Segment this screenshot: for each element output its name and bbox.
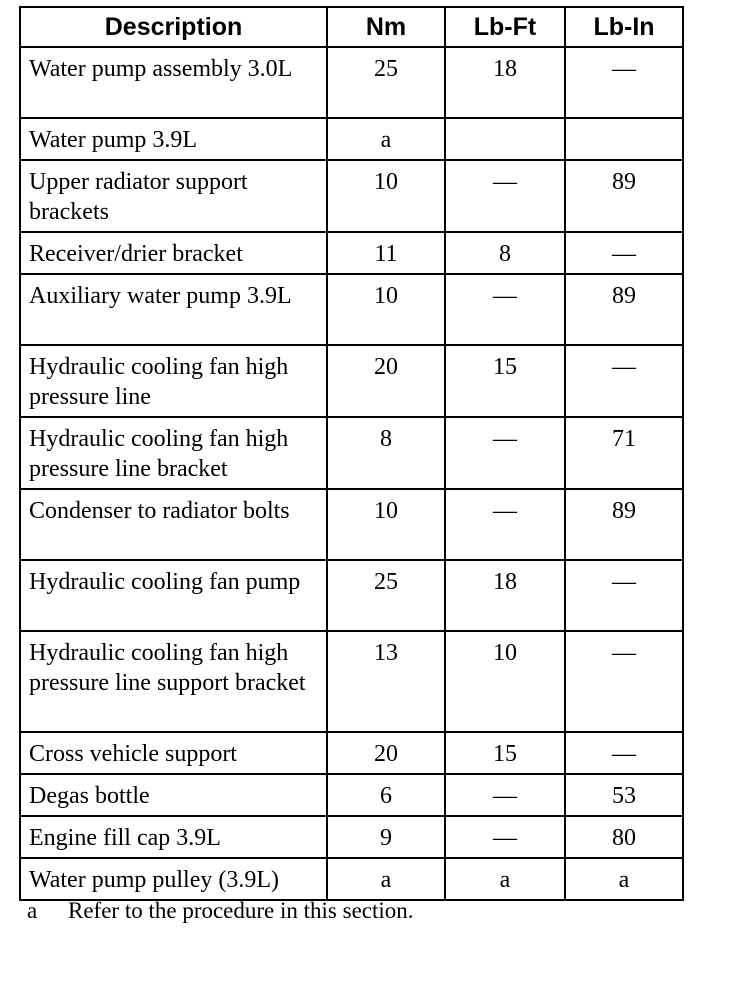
table-row: [20, 489, 683, 560]
cell-description: Upper radiator support brackets: [20, 160, 327, 232]
header-row: [20, 7, 683, 47]
cell-lbin: [565, 118, 683, 160]
cell-nm: 20: [327, 732, 445, 774]
cell-description: Degas bottle: [20, 774, 327, 816]
cell-lbin: 89: [565, 274, 683, 345]
cell-description: Hydraulic cooling fan high pressure line support bracket: [20, 631, 327, 732]
cell-description: Hydraulic cooling fan high pressure line bracket: [20, 417, 327, 489]
cell-lbft: 15: [445, 732, 565, 774]
cell-description: Water pump 3.9L: [20, 118, 327, 160]
cell-nm: 10: [327, 274, 445, 345]
table-row: [20, 417, 683, 489]
cell-lbft: —: [445, 816, 565, 858]
torque-spec-table: [19, 6, 684, 901]
cell-lbin: 80: [565, 816, 683, 858]
footnote-text: Refer to the procedure in this section.: [68, 898, 414, 923]
cell-lbft: 8: [445, 232, 565, 274]
cell-lbin: 53: [565, 774, 683, 816]
cell-nm: 25: [327, 47, 445, 118]
cell-lbin: 89: [565, 160, 683, 232]
cell-lbft: —: [445, 160, 565, 232]
cell-lbft: 10: [445, 631, 565, 732]
header-lbin: Lb-In: [565, 7, 683, 47]
cell-nm: a: [327, 858, 445, 900]
cell-lbft: 15: [445, 345, 565, 417]
cell-lbft: 18: [445, 560, 565, 631]
header-description: Description: [20, 7, 327, 47]
cell-lbin: —: [565, 631, 683, 732]
cell-lbin: —: [565, 732, 683, 774]
cell-description: Condenser to radiator bolts: [20, 489, 327, 560]
cell-lbin: —: [565, 47, 683, 118]
table-row: [20, 47, 683, 118]
table-row: [20, 160, 683, 232]
cell-lbin: 71: [565, 417, 683, 489]
cell-lbft: —: [445, 774, 565, 816]
table-row: [20, 732, 683, 774]
cell-nm: 9: [327, 816, 445, 858]
table-row: [20, 274, 683, 345]
cell-lbin: —: [565, 345, 683, 417]
table-row: [20, 118, 683, 160]
cell-lbft: 18: [445, 47, 565, 118]
cell-nm: 25: [327, 560, 445, 631]
cell-nm: 10: [327, 160, 445, 232]
cell-nm: 10: [327, 489, 445, 560]
cell-description: Cross vehicle support: [20, 732, 327, 774]
cell-nm: 20: [327, 345, 445, 417]
cell-description: Receiver/drier bracket: [20, 232, 327, 274]
cell-description: Hydraulic cooling fan pump: [20, 560, 327, 631]
cell-lbft: —: [445, 274, 565, 345]
cell-lbft: a: [445, 858, 565, 900]
cell-nm: 11: [327, 232, 445, 274]
table-row: [20, 345, 683, 417]
cell-lbin: a: [565, 858, 683, 900]
table-row: [20, 858, 683, 900]
cell-lbin: —: [565, 232, 683, 274]
cell-lbft: —: [445, 417, 565, 489]
cell-description: Water pump assembly 3.0L: [20, 47, 327, 118]
cell-nm: a: [327, 118, 445, 160]
table-row: [20, 774, 683, 816]
cell-description: Engine fill cap 3.9L: [20, 816, 327, 858]
table-row: [20, 232, 683, 274]
footnote-mark: a: [27, 898, 38, 923]
table-row: [20, 560, 683, 631]
cell-lbin: —: [565, 560, 683, 631]
table-row: [20, 816, 683, 858]
cell-lbin: 89: [565, 489, 683, 560]
table-row: [20, 631, 683, 732]
cell-nm: 6: [327, 774, 445, 816]
cell-lbft: —: [445, 489, 565, 560]
cell-nm: 13: [327, 631, 445, 732]
cell-description: Water pump pulley (3.9L): [20, 858, 327, 900]
cell-nm: 8: [327, 417, 445, 489]
footnote: [27, 898, 414, 924]
cell-lbft: [445, 118, 565, 160]
cell-description: Hydraulic cooling fan high pressure line: [20, 345, 327, 417]
header-lbft: Lb-Ft: [445, 7, 565, 47]
header-nm: Nm: [327, 7, 445, 47]
cell-description: Auxiliary water pump 3.9L: [20, 274, 327, 345]
